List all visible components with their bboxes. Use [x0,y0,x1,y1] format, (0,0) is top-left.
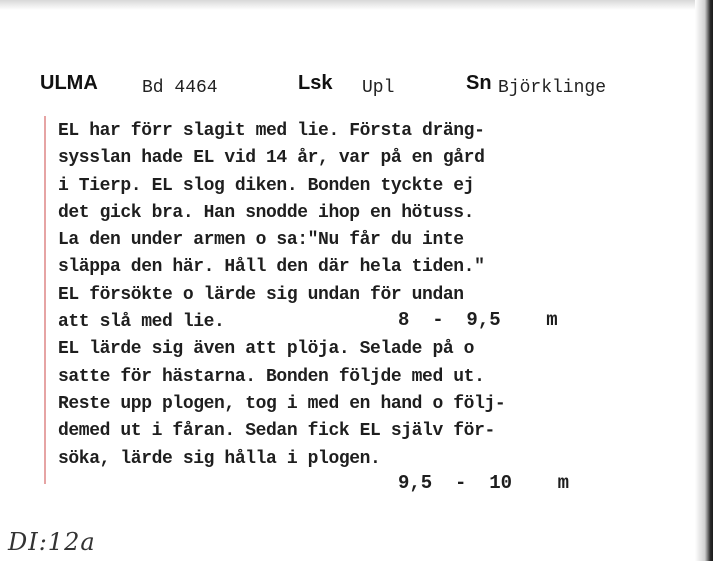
card-top-edge [0,0,713,10]
text-line: EL har förr slagit med lie. Första dräng- [58,121,485,141]
text-line: söka, lärde sig hålla i plogen. [58,448,381,469]
archive-label: ULMA [40,72,98,94]
text-line: att slå med lie. [58,312,225,333]
transcript-text [58,118,505,473]
text-line: EL försökte o lärde sig undan för undan [58,284,464,305]
text-line: Reste upp plogen, tog i med en hand o följ- [58,393,506,414]
measurement-first: 8 - 9,5 m [398,309,558,331]
county-label: Lsk [298,72,333,94]
text-line: i Tierp. EL slog diken. Bonden tyckte ej [58,175,475,196]
measurement-second: 9,5 - 10 m [398,472,570,494]
text-line: släppa den här. Håll den där hela tiden." [58,257,485,278]
record-number: Bd 4464 [142,78,218,98]
archive-code-handwritten: DI:12a [8,528,96,556]
text-line: La den under armen o sa:"Nu får du inte [58,230,464,251]
margin-line [44,116,46,484]
county-value: Upl [362,78,395,98]
text-line: sysslan hade EL vid 14 år, var på en gård [58,148,485,169]
parish-value: Björklinge [498,78,607,98]
card-right-edge [695,0,713,561]
text-line: det gick bra. Han snodde ihop en hötuss. [58,202,475,223]
text-line: demed ut i fåran. Sedan fick EL själv för- [58,421,495,442]
parish-label: Sn [466,72,492,94]
text-line: EL lärde sig även att plöja. Selade på o [58,339,475,360]
text-line: satte för hästarna. Bonden följde med ut. [58,366,485,387]
